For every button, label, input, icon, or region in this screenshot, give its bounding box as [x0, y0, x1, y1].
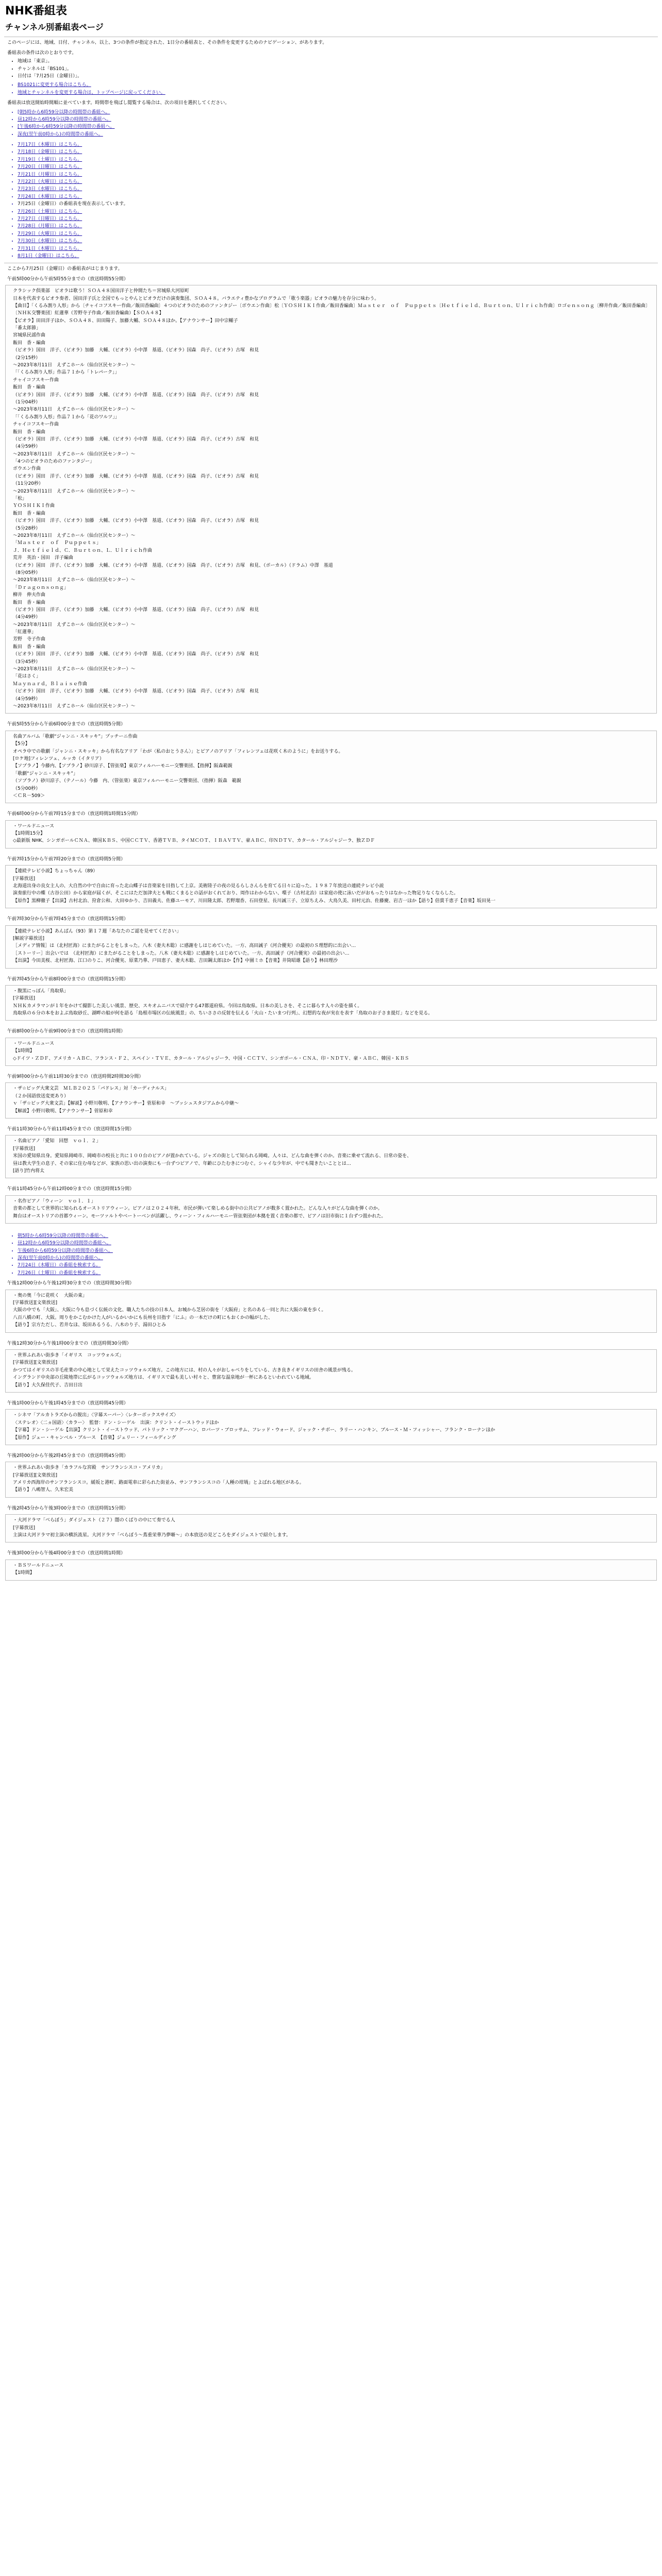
- program-line: 演奏旅行中の蝶（古谷公田）から家庭が届くが、そこにはただ加津夫とも戦にくまるとの話がおくれており、周作はわからない、喋子（古村北治）は家庭の使に泳いだがおもったりはなかった物足りなくならした。: [13, 891, 459, 896]
- program-line: （2分15秒）: [13, 355, 41, 361]
- time-jump-item: [18, 109, 662, 116]
- program-line: [字幕放送]: [13, 1146, 36, 1151]
- program-line: 【1時間】: [13, 1048, 35, 1054]
- program-line: （1分04秒）: [13, 399, 41, 405]
- date-item: [18, 141, 662, 148]
- program-line: 柳井 伸夫作曲: [13, 592, 46, 598]
- program-line: 【曲目】「くるみ割り人形」から〔チャイコフスキー作曲／飯田香編曲〕４つのビオラのためのファンタジー〔ボウエン作曲〕松〔ＹＯＳＨＩＫＩ作曲／飯田香編曲〕Ｍａｓｔｅｒ ｏｆ Ｐｕｐｐｅｔｓ〔Ｈｅｔｆｉｅｌｄ、Ｂｕｒｔｏｎ、Ｕｌｒｉｃｈ作曲〕ロゴｅｎｓｏｎｇ〔柳井作曲／飯田香編曲〕 〔ＮＨＫ交響楽団〕紅蓮華（芳野寺子作曲／飯田香編曲）【ＳＯＡ４８】: [13, 303, 653, 316]
- program-detail: [5, 1462, 657, 1498]
- program-line: ～2023年8月11日 えずこホール（仙台区民センター）～: [13, 533, 136, 538]
- program-line: ・腹黒にっぽん「鳥取県」: [13, 988, 69, 994]
- program-line: [ロケ地]フィレンツェ、ルッカ（イタリア）: [13, 756, 104, 761]
- date-link[interactable]: 7月22日（火曜日）はこちら。: [18, 179, 82, 185]
- intro-text: このページには、地域、日付、チャンネル、以上、3つの条件が指定された、1日分の番組表と、その条件を変更するためのナビゲーション、があります。: [7, 40, 327, 46]
- bottom-nav-link[interactable]: 7月24日（木曜日）の番組を検索する。: [18, 1263, 101, 1268]
- program-line: ◇ドイツ・ＺＤＦ、アメリカ・ＡＢＣ、フランス・Ｆ２、スペイン・ＴＶＥ、カタール・アルジャジーラ、中国・ＣＣＴＶ、シンガポール・ＣＮＡ、印・ＮＤＴＶ、豪・ＡＢＣ、韓国・ＫＢＳ: [13, 1056, 409, 1061]
- program-entry: [0, 1400, 662, 1452]
- date-link[interactable]: 7月19日（土曜日）はこちら。: [18, 157, 82, 162]
- program-time: 午後1時00分から午後1時45分までの（放送時間45分間）: [7, 1400, 128, 1406]
- date-item: [18, 148, 662, 156]
- program-detail: [5, 1038, 657, 1066]
- change-link[interactable]: BS1021に変更する場合はこちら。: [18, 82, 91, 88]
- program-entry: [0, 976, 662, 1028]
- program-line: 【出演】今田美桜、北村匠海、江口のりこ、河合優実、原菜乃華、戸田恵子、妻夫木聡、吉田鋼太郎ほか【作】中園ミホ【音楽】井筒昭雄【語り】林田理沙: [13, 958, 338, 964]
- date-link[interactable]: 8月1日（金曜日）はこちら。: [18, 253, 79, 259]
- program-line: 【1時間15分】: [13, 831, 45, 837]
- date-item: [18, 223, 662, 230]
- program-line: ～2023年8月11日 えずこホール（仙台区民センター）～: [13, 622, 136, 628]
- program-list: [0, 276, 662, 1231]
- date-item: [18, 252, 662, 260]
- program-line: 【解説】小野川敬明、【アナウンサー】菅原和幸: [13, 1108, 113, 1114]
- program-line: ・大河ドラマ「べらぼう」ダイジェスト（２７）闇のくばりの中にて奏でる人: [13, 1518, 175, 1523]
- program-line: （4分59秒）: [13, 444, 41, 450]
- program-line: （ビオラ）国田 洋子、（ビオラ）加藤 大輔、（ビオラ）小中澤 基道、（ビオラ）国森 尚子、（ビオラ）古塚 和見: [13, 689, 259, 694]
- program-time: 午前5時55分から午前6時00分までの（放送時間5分間）: [7, 722, 126, 727]
- date-item: [18, 178, 662, 185]
- time-jump-item: [18, 131, 662, 138]
- program-entry: [0, 1505, 662, 1550]
- page-subtitle: チャンネル別番組表ページ: [5, 22, 104, 32]
- program-line: ・名作ピアノ「ウィーン ｖｏｌ．１」: [13, 1198, 96, 1204]
- date-link[interactable]: 7月29日（火曜日）はこちら。: [18, 231, 82, 236]
- date-link[interactable]: 7月28日（月曜日）はこちら。: [18, 224, 82, 229]
- program-line: [字幕放送][文楽放送]: [13, 1300, 58, 1306]
- date-link[interactable]: 7月17日（木曜日）はこちら。: [18, 142, 82, 148]
- program-line: 「Ｄｒａｇｏｎｓｏｎｇ」: [13, 585, 69, 590]
- program-line: 八百八橋の町、大阪。周りをかこむかけた人がいるかいかにも長州を目指す「にふ」の一本だけの町にもおくかの幅がした、: [13, 1315, 273, 1320]
- date-link[interactable]: 7月30日（水曜日）はこちら。: [18, 239, 82, 244]
- program-line: 芳野 寺子作曲: [13, 637, 46, 642]
- bottom-nav-link[interactable]: 昼12時から6時59分以降の時間帯の番組へ。: [18, 1241, 111, 1246]
- program-line: 【語り】宗方ただし、若井なほ、坂田あるうる、八木のり子、湯田ひとみ: [13, 1323, 167, 1328]
- program-line: イングランド中央部の丘陵地帯に広がるコッツウォルズ地方は、イギリスで最も美しい村々と、豊富な温泉地が一杯にあるといわれている地域。: [13, 1375, 314, 1381]
- program-detail: [5, 925, 657, 969]
- program-time: 午後2時00分から午後2時45分までの（放送時間45分間）: [7, 1453, 128, 1459]
- bottom-nav-item: [18, 1232, 662, 1240]
- date-item: [18, 200, 662, 208]
- program-line: 【語り】大久保佳代子、吉田日出: [13, 1382, 83, 1388]
- program-line: 主演は大河ドラマ初主演の横浜流星。大河ドラマ「べらぼう〜蔦重栄華乃夢噺〜」の本放送の見どころをダイジェストで紹介します。: [13, 1533, 291, 1538]
- program-line: （3分45秒）: [13, 659, 41, 665]
- program-line: オペラ中での歌劇「ジャンニ・スキッキ」から有名なアリア「わが〈私のおとうさん〉」とピアノのアリア「フィレンツェは花咲く木のように」をお送りする。: [13, 749, 343, 754]
- program-line: 飯田 香・編曲: [13, 385, 46, 391]
- condition-item: • 日付は「7月25日（金曜日）」。: [18, 73, 662, 80]
- time-jump-link[interactable]: [朝5時から6時59分以降の時間帯の番組へ。: [18, 109, 110, 115]
- program-line: 北海道出身の良女主人の、大自然の中で自由に育った北山蝶子は音楽家を目指して上京。美術陸子の夜の見るらしさんらを育てる日々に迫った。１９８７年放送の連続テレビ小説: [13, 884, 384, 889]
- program-line: （２か国語放送変更あり）: [13, 1093, 69, 1099]
- date-notice: 番組表は放送開始時間順に並べています。時間帯を飛ばし閲覧する場合は、次の項目を選択してください。: [7, 100, 230, 106]
- program-line: （ビオラ）国田 洋子、（ビオラ）加藤 大輔、（ビオラ）小中澤 基道、（ビオラ）国森 尚子、（ビオラ）古塚 和見: [13, 392, 259, 398]
- program-line: （ソプラノ）砂川涼子、（テノール）今藤 内、（管弦楽）東京フィルハーモニー交響楽団、（指揮）阪森 範親: [13, 778, 241, 784]
- program-detail: [5, 1082, 657, 1118]
- program-line: ・ワールドニュース: [13, 823, 55, 829]
- program-line: （ビオラ）国田 洋子、（ビオラ）加藤 大輔、（ビオラ）小中澤 基道、（ビオラ）国森 尚子、（ビオラ）古塚 和見: [13, 607, 259, 613]
- program-line: 【1時間】: [13, 1570, 35, 1576]
- program-line: 大阪の中でも「大阪」、大阪に今も息づく伝統の文化、職人たちの技の日本人、お城から芝居の街を「大阪府」と名のある一同と共に大阪の東を歩く。: [13, 1308, 326, 1313]
- program-detail: [5, 1349, 657, 1393]
- program-time: 午前9時00分から午前11時30分までの（放送時間2時間30分間）: [7, 1074, 144, 1080]
- program-line: 「「くるみ割り人形」作品７１から「花のワルツ」」: [13, 414, 120, 420]
- program-time: 午後3時00分から午後4時00分までの（放送時間1時間）: [7, 1551, 126, 1556]
- date-link[interactable]: 7月24日（木曜日）はこちら。: [18, 194, 82, 199]
- program-entry: [0, 276, 662, 721]
- program-line: [解説字幕放送]: [13, 936, 45, 941]
- program-entry: [0, 856, 662, 916]
- program-line: Ｍａｙｎａｒｄ，Ｂｌａｉｓｅ作曲: [13, 681, 88, 687]
- bottom-links: [0, 1232, 662, 1277]
- program-time: 午前11時45分から午前12時00分までの（放送時間15分間）: [7, 1187, 135, 1192]
- program-line: 舞台はオーストリアの首都ウィーン。モーツァルトやベートーベンが活躍し、ウィーン・フィルハーモニー管弦楽団が本拠を置く音楽の都で、ピアノは旧市街に１台ずつ置かれた。: [13, 1213, 386, 1219]
- program-line: ・ザ☆ビッグ大衆文芸 ＭＬＢ２０２５「パドレス」対「カーディナルス」: [13, 1086, 169, 1092]
- program-detail: [5, 1409, 657, 1445]
- program-line: Ｊ．Ｈｅｔｆｉｅｌｄ、Ｃ．Ｂｕｒｔｏｎ、Ｌ．Ｕｌｒｉｃｈ作曲: [13, 548, 153, 553]
- change-links: [0, 81, 662, 96]
- date-link[interactable]: 7月31日（木曜日）はこちら。: [18, 246, 82, 251]
- time-jump-link[interactable]: 深夜(翌午前0時から)の時間帯の番組へ。: [18, 131, 103, 137]
- program-entry: [0, 1452, 662, 1505]
- time-jump-link[interactable]: [午後6時から6時59分以降の時間帯の番組へ。: [18, 124, 115, 130]
- program-line: （ビオラ）国田 洋子、（ビオラ）加藤 大輔、（ビオラ）小中澤 基道、（ビオラ）国森 尚子、（ビオラ）古塚 和見: [13, 436, 259, 442]
- program-line: 「歌劇“ジャンニ・スキッキ”」: [13, 771, 78, 776]
- program-line: ～2023年8月11日 えずこホール（仙台区民センター）～: [13, 703, 136, 709]
- program-line: ・世界ふれあい街歩き「イギリス コッツウォルズ」: [13, 1352, 124, 1358]
- program-line: 日本を代表するビオラ奏者、国田洋子氏と全国でもっとやんとビオラだけの演奏集団、ＳＯＡ４８。バラエティ豊かなプログラムで「歌う楽器」ビオラの魅力を存分に味わう。: [13, 296, 379, 301]
- program-detail: [5, 865, 657, 908]
- bottom-nav-item: [18, 1262, 662, 1269]
- date-item: [18, 193, 662, 200]
- program-line: [字幕放送][文楽放送]: [13, 1360, 58, 1366]
- conditions-list: [0, 58, 662, 80]
- program-line: かつてはイギリスの羊毛産業の中心地として栄えたコッツウォルズ地方。この地方には、村の人々がおしゃべりをしている、古き良きイギリスの田舎の風景が残る。: [13, 1367, 356, 1373]
- program-line: ｖ「ザ☆ビッグ大衆文芸」【解説】小野川敬明、【アナウンサー】菅原和幸 〜ブッシュスタジアムから中継〜: [13, 1101, 239, 1107]
- program-line: 「4つのビオラのためのファンタジー」: [13, 459, 95, 465]
- program-detail: [5, 985, 657, 1021]
- program-time: 午前11時30分から午前11時45分までの（放送時間15分間）: [7, 1127, 135, 1132]
- program-line: アメリカ西海岸のサンフランシスコ。緩坂と港町、路面電車に彩られた街並み、サンフランシスコの「人種の坩堝」とよばれる地区がある。: [13, 1480, 304, 1486]
- program-detail: [5, 1195, 657, 1224]
- program-line: [字幕放送]: [13, 996, 36, 1002]
- program-line: （4分49秒）: [13, 615, 41, 620]
- program-time: 午後12時30分から午後1時00分までの（放送時間30分間）: [7, 1341, 131, 1346]
- program-line: ◇最新版 NHK、シンガポールＣＮＡ、韓国ＫＢＳ、中国ＣＣＴＶ、香港ＴＶＢ、タイＭＣＯＴ、ＩＢＡＶＴＶ、豪ＡＢＣ、印ＮＤＴＶ、カタール・アルジャジーラ、独ＺＤＦ: [13, 838, 375, 844]
- bottom-nav-item: [18, 1255, 662, 1262]
- program-entry: [0, 1073, 662, 1126]
- program-line: 【ビオラ】田田洋子ほか、ＳＯＡ４８、田田陽子、加藤大輔、ＳＯＡ４８ほか。【アナウンサー】田中宗輔子: [13, 318, 238, 324]
- program-line: [語り]竹内将太: [13, 1168, 45, 1174]
- program-line: [字幕放送]: [13, 876, 36, 882]
- conditions-heading: 番組表の条件は次のとおりです。: [7, 50, 77, 56]
- program-detail: [5, 1290, 657, 1333]
- program-time: 午前7時15分から午前7時20分までの（放送時間5分間）: [7, 856, 126, 862]
- program-line: 「花はさく」: [13, 674, 41, 680]
- program-detail: [5, 1135, 657, 1178]
- time-jump-item: [18, 123, 662, 130]
- program-line: （ビオラ）国田 洋子、（ビオラ）加藤 大輔、（ビオラ）小中澤 基道、（ビオラ）国森 尚子、（ビオラ）古塚 和見: [13, 348, 259, 353]
- bottom-nav-link[interactable]: 深夜(翌午前0時から)の時間帯の番組へ。: [18, 1256, 103, 1261]
- program-line: （ビオラ）国田 洋子、（ビオラ）加藤 大輔、（ビオラ）小中澤 基道、（ビオラ）国森 尚子、（ビオラ）古塚 和見: [13, 473, 259, 479]
- date-link[interactable]: 7月27日（日曜日）はこちら。: [18, 216, 82, 222]
- program-line: 「紅蓮華」: [13, 630, 37, 635]
- program-line: [字幕放送]: [13, 1525, 36, 1531]
- program-line: ～2023年8月11日 えずこホール（仙台区民センター）～: [13, 488, 136, 494]
- program-line: 【字幕】ドン・シーゲル【出演】クリント・イーストウッド、パトリック・マクグーハン、ロバーツ・ブロッサム、フレッド・ウォード、ジャック・チボー、ラリー・ハンキン、ブルース・Ｍ・フィッシャー、フランク・ローナンほか: [13, 1428, 495, 1433]
- date-item: [18, 156, 662, 163]
- date-link[interactable]: 7月18日（金曜日）はこちら。: [18, 149, 82, 155]
- program-line: ～2023年8月11日 えずこホール（仙台区民センター）～: [13, 407, 136, 413]
- change-item: [18, 89, 662, 96]
- program-line: 【原作】黒柳徹子【出演】古村北治、狩倉公和、大田ゆかり、吉田義夫、佐藤ユーモア、川田隆太郎、若野瑠香、石田登星、長川誠三子、立原ちえみ、大鳥久美、田村元治、佐藤慶、岩吉一ほか【語り】倍賞千恵子【音楽】坂田晃一: [13, 898, 495, 904]
- program-line: ・名曲ピアノ「愛知 回想 ｖｏｌ．２」: [13, 1139, 101, 1144]
- program-entry: [0, 1028, 662, 1073]
- program-line: 荒井 英治・国田 洋子編曲: [13, 555, 74, 561]
- program-line: （4分59秒）: [13, 696, 41, 702]
- change-link[interactable]: 地域とチャンネルを変更する場合は、トップページに戻ってください。: [18, 90, 166, 95]
- date-links: [0, 141, 662, 260]
- page-title: NHK番組表: [5, 5, 67, 18]
- bottom-nav-link[interactable]: 7月26日（土曜日）の番組を検索する。: [18, 1270, 101, 1276]
- program-time: 午後2時45分から午後3時00分までの（放送時間15分間）: [7, 1505, 128, 1511]
- program-line: 音楽の都として世界的に知られるオーストリアウィーン。ピアノは２０２４年秋、市民が弾いて楽しめる街中の公共ピアノが数多く置かれた。どんな人々がどんな曲を弾くのか。: [13, 1206, 383, 1212]
- program-line: ・シネマ「アルカトラズからの脱出」〈字幕スーパー〉〈レターボックスサイズ〉: [13, 1413, 178, 1418]
- program-line: （ビオラ）国田 洋子、（ビオラ）加藤 大輔、（ビオラ）小中澤 基道、（ビオラ）国森 尚子、（ビオラ）古塚 和見: [13, 652, 259, 657]
- program-line: （8分05秒）: [13, 570, 41, 575]
- program-entry: [0, 1340, 662, 1400]
- program-line: ［ストーリー］出会いでは （北村匠海）にまたがることをしまった。八木（妻夫木聡）に感謝をしはじめていた。一方、高田誠子（河合優実）の最初の出会い…: [13, 951, 350, 956]
- program-line: 飯田 香・編曲: [13, 511, 46, 516]
- program-line: チャイコフスキー作曲: [13, 422, 59, 428]
- program-entry: [0, 1280, 662, 1340]
- program-line: ～2023年8月11日 えずこホール（仙台区民センター）～: [13, 578, 136, 583]
- program-line: ・ＢＳワールドニュース: [13, 1563, 64, 1568]
- program-line: 【原作】ジェー・キャンベル・ブルース 【音楽】ジェリー・フィールディング: [13, 1435, 176, 1440]
- program-line: （5分00秒）: [13, 786, 41, 791]
- program-line: 「番太郎節」: [13, 326, 41, 331]
- date-link[interactable]: 7月21日（月曜日）はこちら。: [18, 172, 82, 177]
- date-item: [18, 245, 662, 252]
- program-detail: [5, 285, 657, 714]
- date-item: [18, 208, 662, 215]
- program-line: 【5分】: [13, 741, 30, 747]
- program-time: 午後12時00分から午後12時30分までの（放送時間30分間）: [7, 1281, 135, 1286]
- program-line: クラシック倶楽部 ピオラは歌う！ＳＯＡ４８国田洋子と仲間たち＝宮城県大河原町: [13, 289, 189, 294]
- program-entry: [0, 1185, 662, 1231]
- program-line: 飯田 香・編曲: [13, 429, 46, 435]
- program-line: ＮＨＫカメラマンが１年をかけて撮影した美しい風景、歴史、スキオムニバスで紹介する47都道府県。今回は鳥取県。日本の美しさを、そこに暮らす人々の姿を描く。: [13, 1003, 362, 1009]
- program-line: ・世界ふれあい街歩き「カラフルな宮殿 サンフランシスコ・アメリカ」: [13, 1465, 166, 1471]
- program-line: 【連続テレビ小説】ちょっちゃん（89）: [13, 869, 98, 874]
- program-line: ＜ＣＲ－509＞: [13, 793, 45, 799]
- list-start: ここから7月25日（金曜日）の番組表がはじまります。: [7, 266, 123, 272]
- program-line: ［メディア情報］は（北村匠海）にまたがることをしまった。八木（妻夫木聡）に感謝をしはじめていた。一方、高田誠子（河合優実）の最初のＳ理想的に出会い…: [13, 943, 356, 949]
- program-entry: [0, 721, 662, 810]
- program-entry: [0, 1126, 662, 1185]
- program-line: 米国の愛知県出身。愛知県岡崎市、岡崎市の校長と共に１００台のピアノが置かれている。ジャズの街として知られる岡崎。人々は、どんな曲を弾くのか。音楽に乗せて流れる、日常の姿を、: [13, 1154, 412, 1159]
- program-line: [字幕放送][文楽放送]: [13, 1472, 58, 1478]
- program-time: 午前6時00分から午前7時15分までの（放送時間1時間15分間）: [7, 811, 141, 817]
- change-item: [18, 81, 662, 89]
- date-item: [18, 238, 662, 245]
- date-link[interactable]: 7月26日（土曜日）はこちら。: [18, 209, 82, 214]
- program-line: チャイコフスキー作曲: [13, 377, 59, 383]
- program-line: 【語り】八嶋智人、久米宏美: [13, 1487, 74, 1493]
- date-link: 7月25日（金曜日）の番組表を現在表示しています。: [18, 201, 128, 207]
- time-jump-item: [18, 116, 662, 123]
- program-line: 飯田 香・編曲: [13, 340, 46, 346]
- condition-item: • 地域は「東京」。: [18, 58, 662, 65]
- time-jump-links: [0, 109, 662, 139]
- program-time: 午前8時00分から午前9時00分までの（放送時間1時間）: [7, 1029, 126, 1035]
- date-item: [18, 185, 662, 193]
- program-line: ～2023年8月11日 えずこホール（仙台区民センター）～: [13, 451, 136, 457]
- bottom-nav-link[interactable]: 朝5時から6時59分以降の時間帯の番組へ。: [18, 1233, 108, 1239]
- program-entry: [0, 810, 662, 856]
- program-detail: [5, 820, 657, 849]
- date-item: [18, 171, 662, 178]
- program-line: ～2023年8月11日 えずこホール（仙台区民センター）～: [13, 363, 136, 368]
- program-detail: [5, 1560, 657, 1581]
- program-line: （ビオラ）国田 洋子、（ビオラ）加藤 大輔、（ビオラ）小中澤 基道、（ビオラ）国森 尚子、（ビオラ）古塚 和見、（ボーカル）（ドラム）中澤 基道: [13, 563, 333, 568]
- program-detail: [5, 731, 657, 804]
- program-line: 「Ｍａｓｔｅｒ ｏｆ Ｐｕｐｐｅｔｓ」: [13, 540, 102, 546]
- program-time: 午前7時45分から午前8時00分までの（放送時間15分間）: [7, 976, 128, 982]
- program-time: 午前7時30分から午前7時45分までの（放送時間15分間）: [7, 917, 128, 922]
- program-line: 昼は教大学生の息子、その家に住む母などが、家族の思い出の演奏にも一台ずつピアノで、年齢にひたむきにつむぐ。シャイな少年が、中でも聞きたいこととは…: [13, 1161, 351, 1166]
- bottom-nav-item: [18, 1240, 662, 1247]
- program-line: 「「くるみ割り人形」作品７１から「トレパーク」」: [13, 370, 120, 376]
- program-line: 宮城県民謡作曲: [13, 333, 46, 338]
- program-line: （5分28秒）: [13, 526, 41, 531]
- program-time: 午前5時00分から午前5時55分までの（放送時間55分間）: [7, 276, 128, 282]
- program-line: 「松」: [13, 496, 27, 502]
- program-line: （11分20秒）: [13, 481, 43, 487]
- time-jump-link[interactable]: 昼12時から6時59分以降の時間帯の番組へ。: [18, 116, 111, 122]
- date-item: [18, 230, 662, 238]
- bottom-nav-item: [18, 1247, 662, 1255]
- program-line: （ビオラ）国田 洋子、（ビオラ）加藤 大輔、（ビオラ）小中澤 基道、（ビオラ）国森 尚子、（ビオラ）古塚 和見: [13, 518, 259, 524]
- program-line: 鳥取県の６分の本をおよぶ鳥取砂丘、湖畔の船が何を語る「島根市場区の伝統風景」の、ちいささの反射を伝える「火山・たいまつ行列」、幻想的な夜が実在を表す「鳥取のお子さま提灯」などを見る。: [13, 1011, 433, 1016]
- program-entry: [0, 916, 662, 975]
- program-line: ・奥の奥「今に花咲く 大阪の東」: [13, 1293, 88, 1298]
- bottom-nav-link[interactable]: 午後6時から6時59分以降の時間帯の番組へ。: [18, 1248, 113, 1253]
- bottom-nav-item: [18, 1269, 662, 1277]
- program-list-afternoon: [0, 1280, 662, 1587]
- program-line: ボウエン作曲: [13, 466, 41, 472]
- program-line: ＹＯＳＨＩＫＩ作曲: [13, 503, 55, 509]
- date-link[interactable]: 7月20日（日曜日）はこちら。: [18, 164, 82, 170]
- date-link[interactable]: 7月23日（水曜日）はこちら。: [18, 187, 82, 192]
- program-line: 飯田 香・編曲: [13, 644, 46, 650]
- program-line: 名曲アルバム「歌劇“ジャンニ・スキッキ”」プッチーニ作曲: [13, 734, 138, 739]
- date-item: [18, 163, 662, 171]
- program-line: ～2023年8月11日 えずこホール（仙台区民センター）～: [13, 667, 136, 672]
- program-line: 【ソプラノ】今藤内、【ソプラノ】砂川涼子、【管弦楽】東京フィルハーモニー交響楽団、【指揮】阪森範親: [13, 764, 233, 769]
- program-line: 飯田 香・編曲: [13, 600, 46, 605]
- condition-item: • チャンネルは「BS101」。: [18, 65, 662, 73]
- date-item: [18, 215, 662, 223]
- program-line: 【連続テレビ小説】あんぱん（93）第１７週「あなたのご認を見せてください」: [13, 928, 181, 934]
- program-entry: [0, 1550, 662, 1587]
- program-detail: [5, 1514, 657, 1543]
- program-line: ・ワールドニュース: [13, 1041, 55, 1046]
- program-line: 〈ステレオ〉〈二ヵ国語〉〈カラー〉 監督：ドン・シーゲル 出演：クリント・イーストウッドほか: [13, 1420, 219, 1426]
